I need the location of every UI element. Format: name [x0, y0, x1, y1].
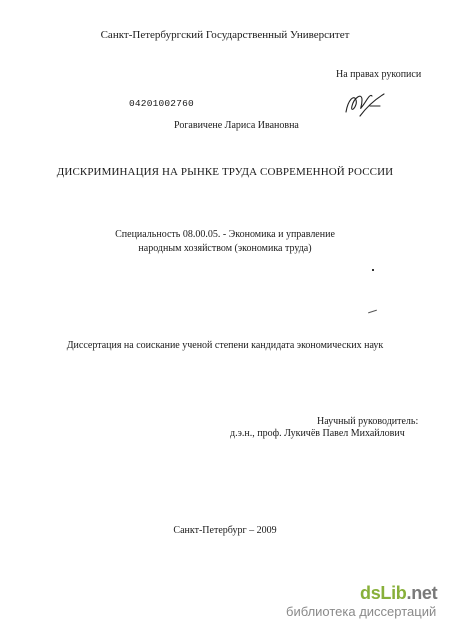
advisor-name: д.э.н., проф. Лукичёв Павел Михайлович	[230, 428, 405, 439]
watermark-logo-part1: dsLib	[360, 583, 407, 603]
watermark-caption: библиотека диссертаций	[286, 604, 437, 619]
author-name: Рогавичене Лариса Ивановна	[174, 120, 299, 131]
dissertation-note: Диссертация на соискание ученой степени кандидата экономических наук	[66, 340, 384, 351]
dissertation-title: ДИСКРИМИНАЦИЯ НА РЫНКЕ ТРУДА СОВРЕМЕННОЙ РОССИИ	[56, 166, 394, 178]
watermark-logo	[360, 583, 437, 604]
scan-speck	[368, 310, 377, 314]
city-year: Санкт-Петербург – 2009	[173, 525, 277, 536]
advisor-label: Научный руководитель:	[317, 416, 419, 427]
udk-number: 04201002760	[129, 98, 194, 109]
specialty-line-1: Специальность 08.00.05. - Экономика и управление	[115, 229, 335, 240]
signature	[340, 86, 388, 120]
manuscript-note: На правах рукописи	[336, 69, 422, 80]
watermark-logo-part2: .net	[406, 583, 438, 603]
scan-speck	[372, 269, 374, 271]
university-name: Санкт-Петербургский Государственный Университет	[100, 29, 350, 41]
specialty-line-2: народным хозяйством (экономика труда)	[138, 243, 312, 254]
